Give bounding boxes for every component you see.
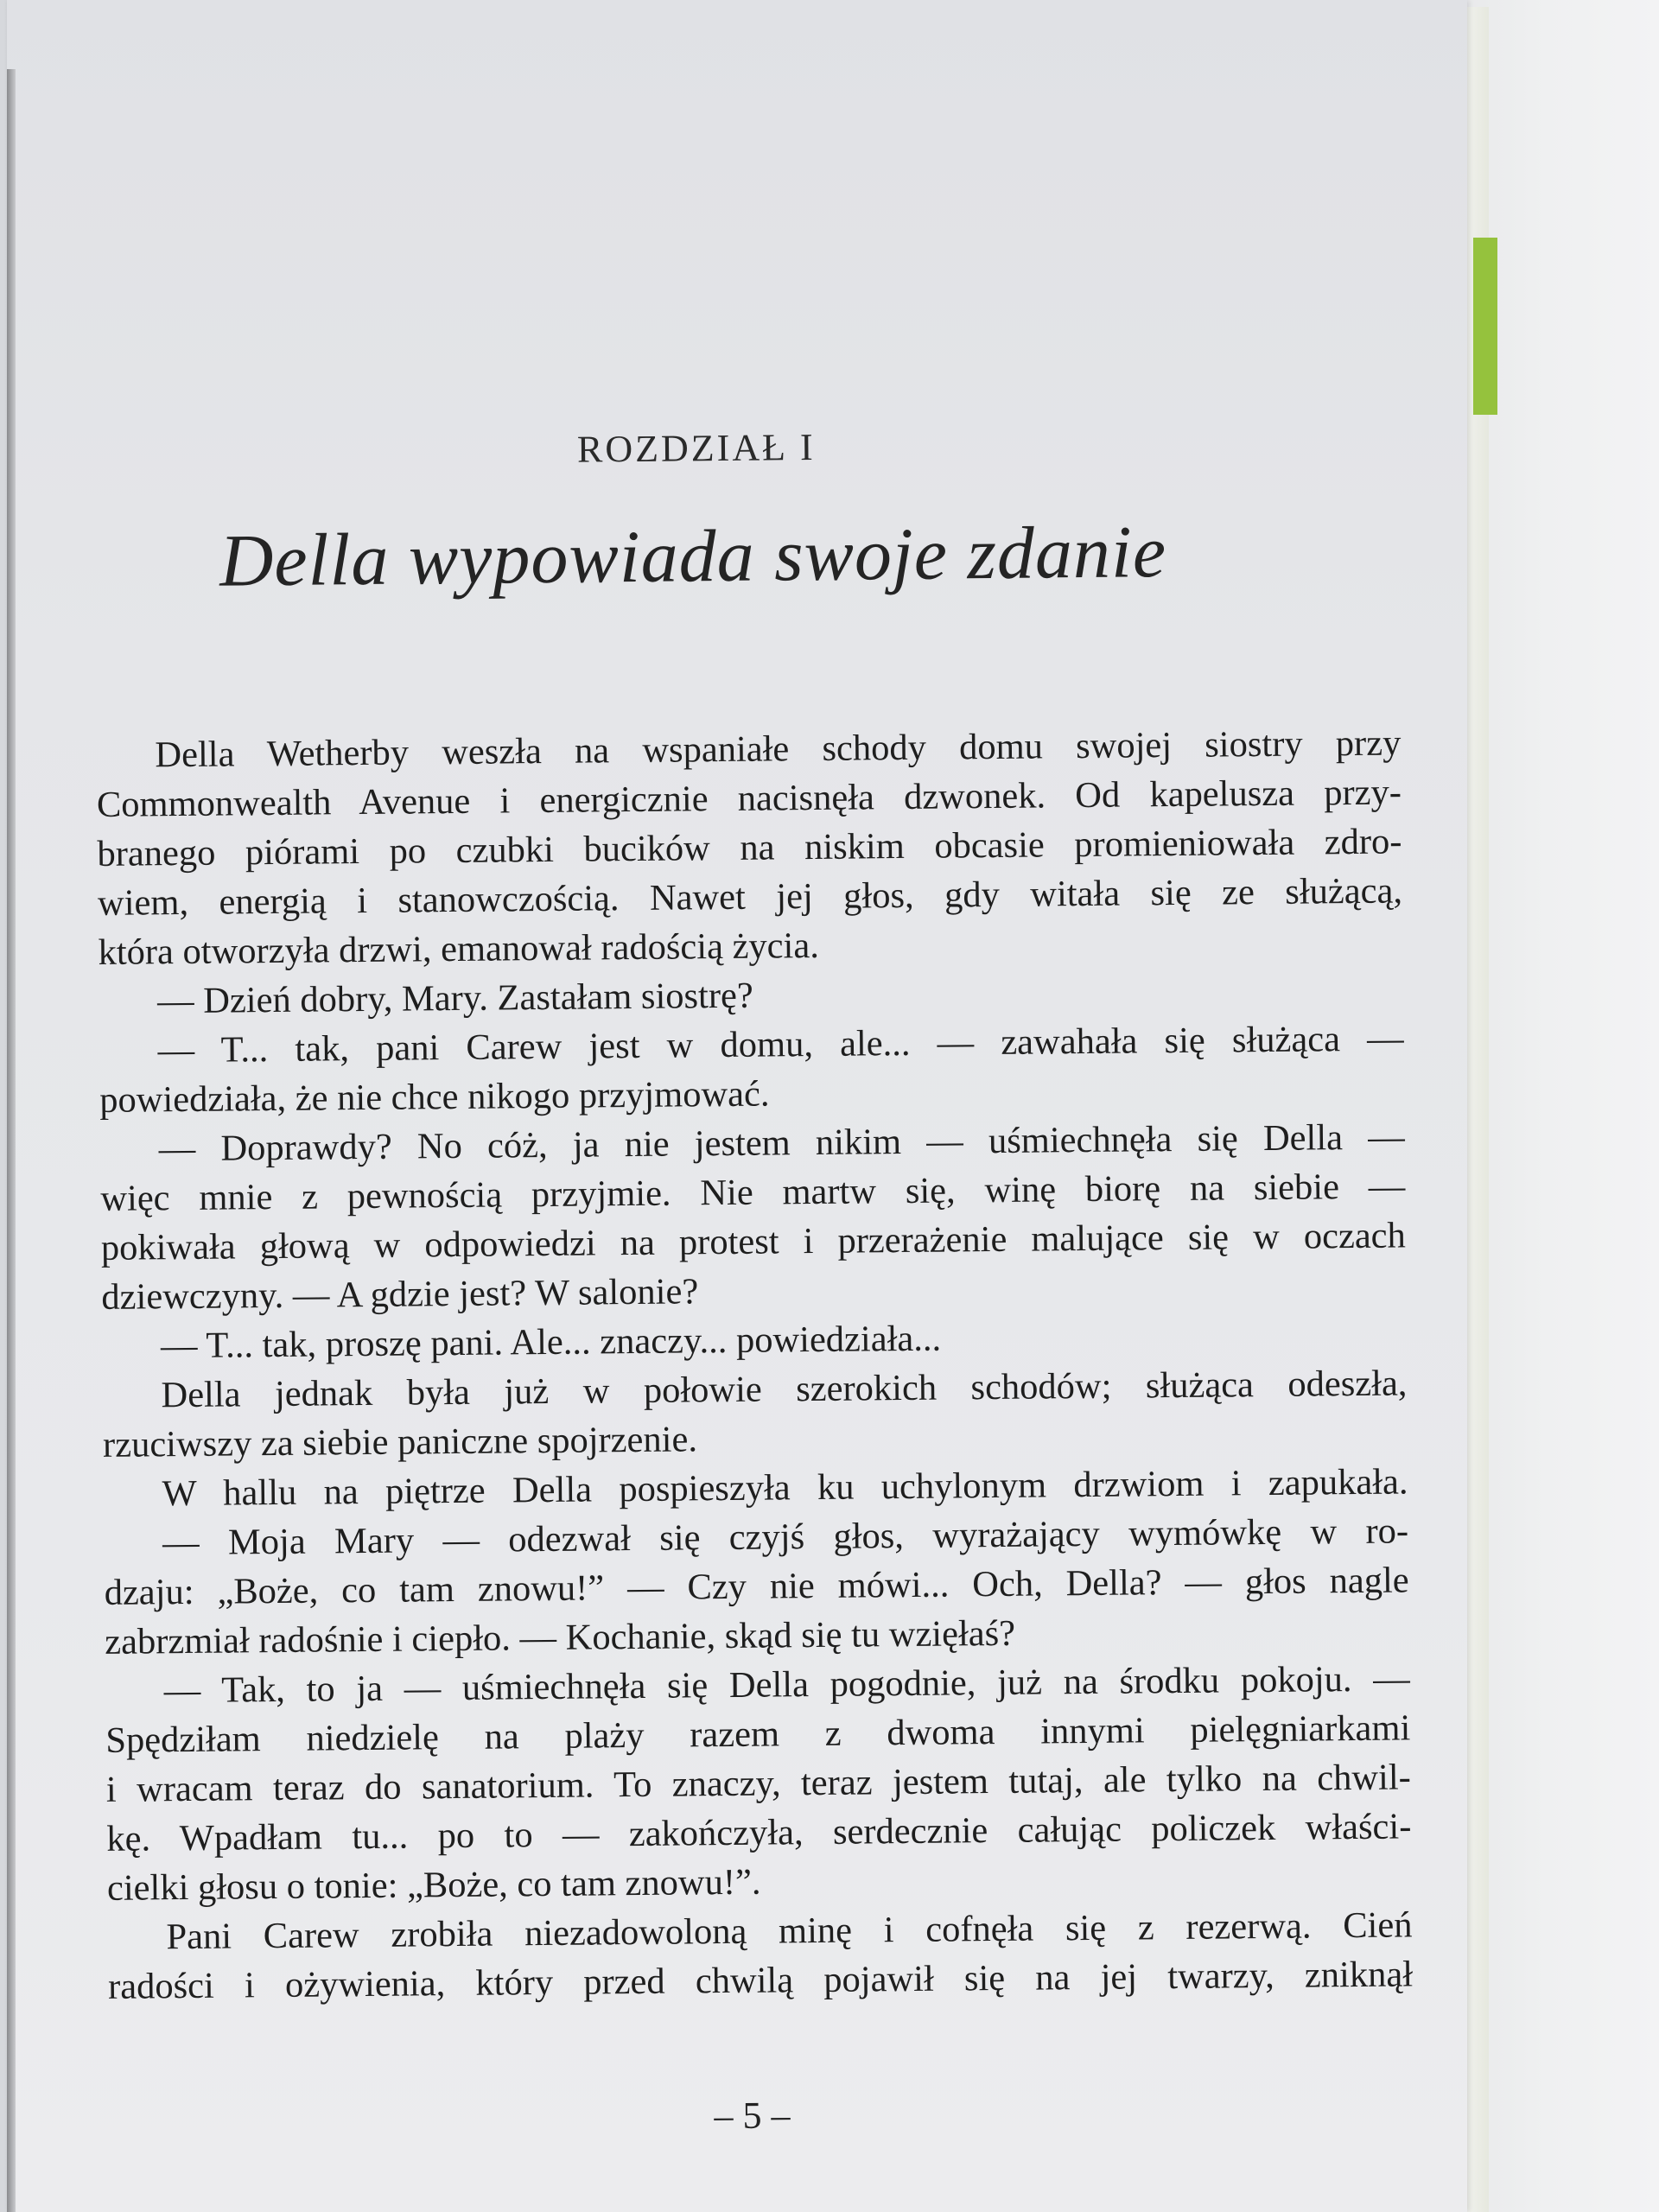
text-line: zabrzmiał radośnie i ciepło. — Kochanie, skąd się tu wzięłaś? bbox=[105, 1612, 1016, 1662]
text-line: — Tak, to ja — uśmiechnęła się Della pogodnie, już na środku pokoju. — bbox=[163, 1658, 1410, 1712]
text-line: Pani Carew zrobiła niezadowoloną minę i cofnęła się z rezerwą. Cień bbox=[166, 1904, 1413, 1958]
text-line: Della jednak była już w połowie szerokich schodów; służąca odeszła, bbox=[161, 1363, 1408, 1416]
text-line: cielki głosu o tonie: „Boże, co tam znowu!”. bbox=[106, 1861, 761, 1909]
text-line: branego piórami po czubki bucików na niskim obcasie promieniowała zdro- bbox=[97, 821, 1402, 874]
text-line: — T... tak, pani Carew jest w domu, ale... — zawahała się służąca — bbox=[157, 1018, 1404, 1071]
text-line: kę. Wpadłam tu... po to — zakończyła, serdecznie całując policzek właści- bbox=[106, 1806, 1412, 1859]
text-line: dzaju: „Boże, co tam znowu!” — Czy nie mówi... Och, Della? — głos nagle bbox=[104, 1560, 1409, 1613]
page-gutter-shadow bbox=[7, 69, 16, 2212]
text-line: — Doprawdy? No cóż, ja nie jestem nikim — uśmiechnęła się Della — bbox=[158, 1116, 1405, 1170]
text-line: wiem, energią i stanowczością. Nawet jej głos, gdy witała się ze służącą, bbox=[97, 870, 1403, 924]
text-line: pokiwała głową w odpowiedzi na protest i przerażenie malujące się w oczach bbox=[100, 1215, 1407, 1268]
next-page-edge bbox=[1469, 0, 1659, 2212]
text-line: powiedziała, że nie chce nikogo przyjmować. bbox=[99, 1073, 770, 1121]
text-line: radości i ożywienia, który przed chwilą pojawił się na jej twarzy, zniknął bbox=[107, 1954, 1414, 2007]
page-number: – 5 – bbox=[714, 2094, 791, 2138]
text-line: Della Wetherby weszła na wspaniałe schody domu swojej siostry przy bbox=[155, 722, 1402, 776]
book-page bbox=[7, 0, 1467, 2212]
text-line: — T... tak, proszę pani. Ale... znaczy... powiedziała... bbox=[160, 1318, 942, 1367]
text-line: która otworzyła drzwi, emanował radością życia. bbox=[98, 925, 820, 973]
text-line: dziewczyny. — A gdzie jest? W salonie? bbox=[101, 1271, 699, 1318]
page-content bbox=[89, 0, 1415, 2212]
text-line: więc mnie z pewnością przyjmie. Nie martw się, winę biorę na siebie — bbox=[100, 1166, 1406, 1219]
text-line: i wracam teraz do sanatorium. To znaczy, teraz jestem tutaj, ale tylko na chwil- bbox=[105, 1757, 1412, 1810]
chapter-body bbox=[96, 718, 1413, 2011]
text-line: W hallu na piętrze Della pospieszyła ku uchylonym drzwiom i zapukała. bbox=[162, 1461, 1408, 1515]
text-line: — Moja Mary — odezwał się czyjś głos, wyrażający wymówkę w ro- bbox=[162, 1510, 1409, 1564]
chapter-title: Della wypowiada swoje zdanie bbox=[219, 510, 1167, 602]
green-page-marker bbox=[1473, 238, 1497, 415]
text-line: rzuciwszy za siebie paniczne spojrzenie. bbox=[102, 1419, 698, 1465]
text-line: Spędziłam niedzielę na plaży razem z dwoma innymi pielęgniarkami bbox=[105, 1707, 1411, 1761]
text-line: — Dzień dobry, Mary. Zastałam siostrę? bbox=[156, 975, 753, 1022]
chapter-label: ROZDZIAŁ I bbox=[576, 425, 816, 471]
text-line: Commonwealth Avenue i energicznie nacisnęła dzwonek. Od kapelusza przy- bbox=[96, 772, 1402, 825]
